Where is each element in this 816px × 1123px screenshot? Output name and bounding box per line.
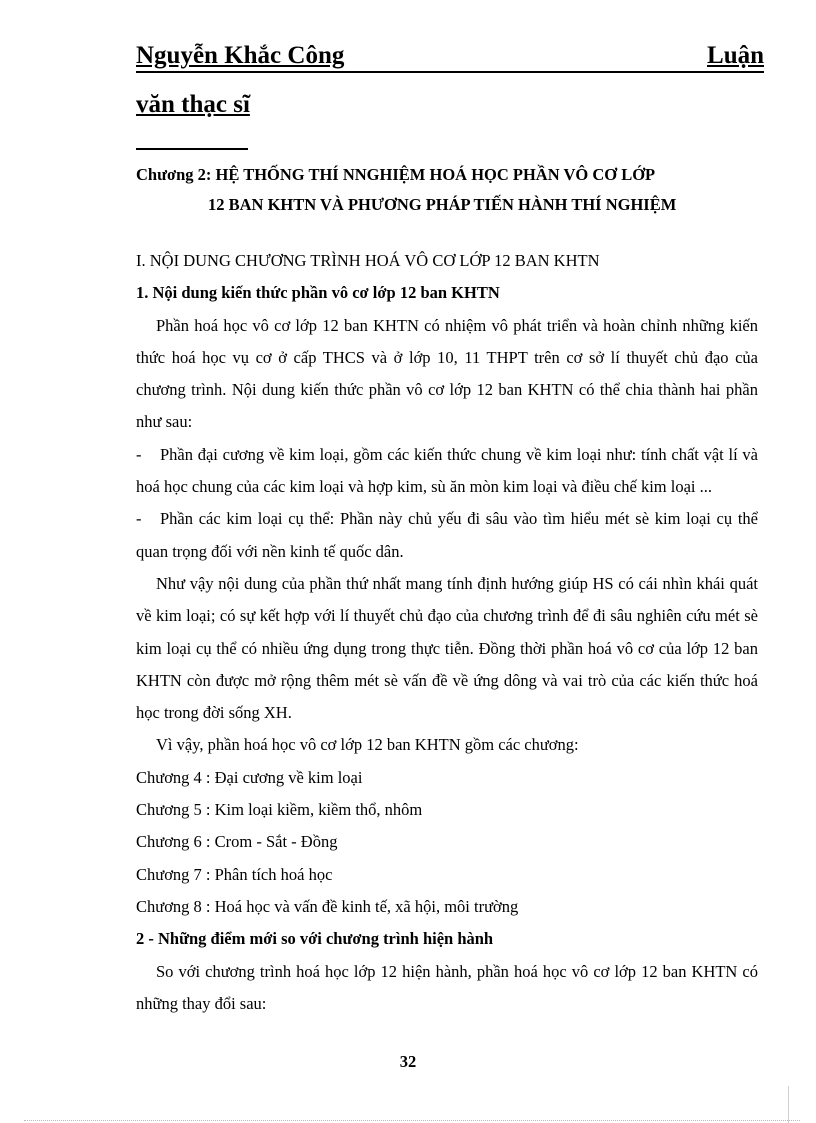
page-edge-mark xyxy=(788,1086,789,1123)
header-doc-type: Luận xyxy=(707,42,764,69)
chapter-list-item: Chương 6 : Crom - Sắt - Đồng xyxy=(136,832,338,852)
header-author: Nguyễn Khắc Công xyxy=(136,42,345,69)
page-bottom-border xyxy=(24,1120,800,1121)
page-header xyxy=(136,40,764,118)
subsection-heading-1: 1. Nội dung kiến thức phần vô cơ lớp 12 ban KHTN xyxy=(136,283,500,303)
bullet-dash: - xyxy=(136,444,142,464)
body-text xyxy=(136,245,758,1020)
chapter-title xyxy=(136,160,764,220)
bullet-text: Phần các kim loại cụ thể: Phần này chủ yếu đi sâu vào tìm hiểu mét sè kim loại cụ thể quan trọng đối với nền kinh tế quốc dân. xyxy=(136,509,758,561)
chapter-list-item: Chương 7 : Phân tích hoá học xyxy=(136,864,333,884)
chapter-title-line2: 12 BAN KHTN VÀ PHƯƠNG PHÁP TIẾN HÀNH THÍ NGHIỆM xyxy=(208,195,677,214)
bullet-text: Phần đại cương về kim loại, gồm các kiến thức chung về kim loại như: tính chất vật lí và hoá học chung của các kim loại và hợp kim, sù ăn mòn kim loại và điều chế kim loại ... xyxy=(136,444,758,497)
bullet-dash: - xyxy=(136,509,142,529)
header-doc-type-continued: văn thạc sĩ xyxy=(136,91,250,118)
chapter-list-item: Chương 8 : Hoá học và vấn đề kinh tế, xã hội, môi trường xyxy=(136,896,519,916)
bullet-item-1 xyxy=(136,439,758,504)
paragraph-3: Vì vậy, phần hoá học vô cơ lớp 12 ban KHTN gồm các chương: xyxy=(156,735,579,755)
section-heading: I. NỘI DUNG CHƯƠNG TRÌNH HOÁ VÔ CƠ LỚP 12 BAN KHTN xyxy=(136,251,600,270)
chapter-list-item: Chương 4 : Đại cương về kim loại xyxy=(136,767,363,787)
bullet-item-2 xyxy=(136,503,758,568)
paragraph-2: Như vậy nội dung của phần thứ nhất mang tính định hướng giúp HS có cái nhìn khái quát về kim loại; có sự kết hợp với lí thuyết chủ đạo của chương trình để đi sâu nghiên cứu mét sè kim loại cụ thể có nhiều ứng dụng trong thực tiễn. Đồng thời phần hoá vô cơ của lớp 12 ban KHTN còn được mở rộng thêm mét sè vấn đề về ứng dông và vai trò của các kiến thức hoá học trong đời sống XH. xyxy=(136,573,758,723)
paragraph-1: Phần hoá học vô cơ lớp 12 ban KHTN có nhiệm vô phát triển và hoàn chỉnh những kiến thức hoá học vụ cơ ở cấp THCS và ở lớp 10, 11 THPT trên cơ sở lí thuyết chủ đạo của chương trình. Nội dung kiến thức phần vô cơ lớp 12 ban KHTN có thể chia thành hai phần như sau: xyxy=(136,315,758,432)
chapter-title-line1: Chương 2: HỆ THỐNG THÍ NNGHIỆM HOÁ HỌC PHẦN VÔ CƠ LỚP xyxy=(136,165,656,184)
subsection-heading-2: 2 - Những điểm mới so với chương trình hiện hành xyxy=(136,929,494,949)
paragraph-4: So với chương trình hoá học lớp 12 hiện hành, phần hoá học vô cơ lớp 12 ban KHTN có những thay đổi sau: xyxy=(136,961,758,1013)
chapter-list-item: Chương 5 : Kim loại kiềm, kiềm thổ, nhôm xyxy=(136,800,423,820)
header-line xyxy=(136,40,764,73)
header-separator xyxy=(136,148,248,150)
page-number: 32 xyxy=(399,1052,417,1071)
